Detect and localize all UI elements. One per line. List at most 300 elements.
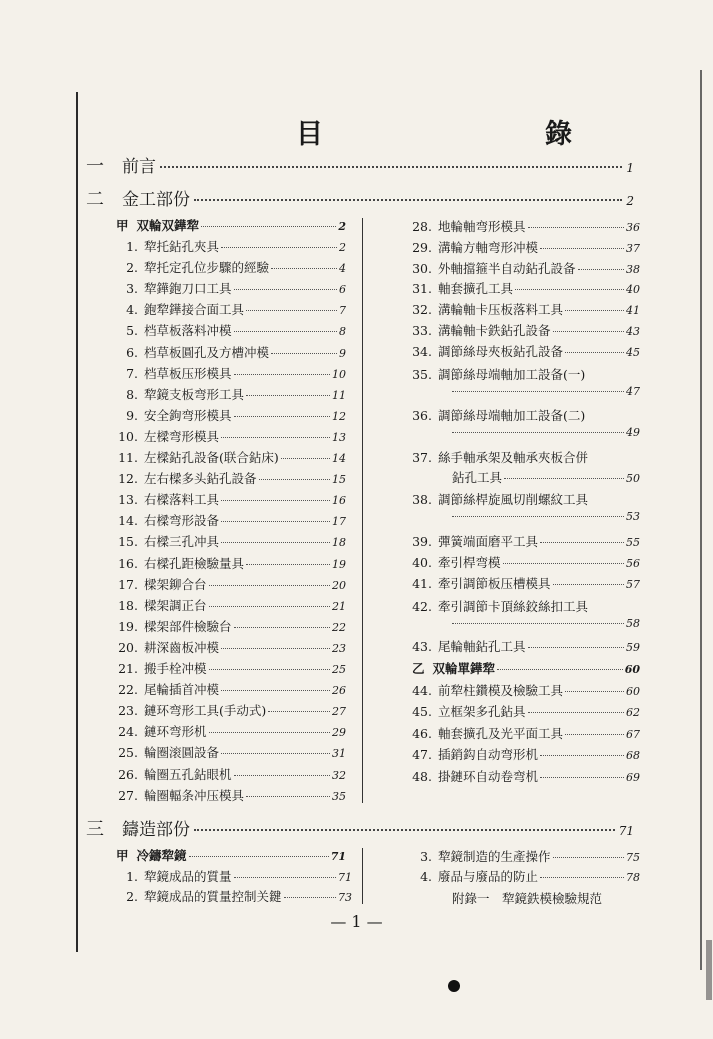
entry-number: 47. xyxy=(412,747,432,763)
entry-title: 犂鏡成品的質量 xyxy=(144,869,232,884)
section-label: 鑄造部份 xyxy=(122,820,190,840)
subsection-marker: 甲 xyxy=(116,848,129,863)
leader-dots xyxy=(271,353,337,354)
entry-page: 23 xyxy=(332,641,346,655)
appendix-line: 附錄一 犂鏡鉄模檢驗規范 xyxy=(452,891,603,906)
entry-number: 30. xyxy=(412,260,432,276)
subsection-page: 71 xyxy=(330,850,346,863)
entry-title: 档草板圓孔及方槽冲模 xyxy=(144,344,270,360)
entry-page: 49 xyxy=(626,426,640,439)
toc-entry xyxy=(112,237,346,257)
entry-page: 53 xyxy=(626,510,640,523)
column-divider-casting xyxy=(362,848,363,904)
entry-title: 犂托鉆孔夾具 xyxy=(144,239,220,254)
entry-title-cont: 鉆孔工具 xyxy=(452,470,503,485)
toc-entry xyxy=(112,448,346,468)
entry-page: 22 xyxy=(332,620,346,634)
toc-entry xyxy=(112,532,346,552)
entry-page: 36 xyxy=(626,221,640,234)
leader-dots xyxy=(221,521,330,522)
entry-title: 右樑弯形設备 xyxy=(144,513,220,529)
entry-page: 19 xyxy=(332,557,346,571)
entry-title: 牽引調節板压槽模具 xyxy=(438,576,551,591)
page-edge-shadow xyxy=(700,70,702,970)
entry-page: 21 xyxy=(332,599,346,613)
entry-title: 調節絲桿旋風切削螺紋工具 xyxy=(438,492,589,507)
leader-dots xyxy=(271,268,337,269)
leader-dots xyxy=(565,352,624,353)
subsection-label: 冷鑄犂鏡 xyxy=(136,848,187,863)
entry-page: 57 xyxy=(626,578,640,591)
entry-number: 15. xyxy=(118,534,138,550)
leader-dots xyxy=(221,437,330,438)
entry-title: 立框架多孔鉆具 xyxy=(438,704,526,720)
leader-dots xyxy=(209,669,330,670)
entry-page: 15 xyxy=(332,473,346,487)
entry-number: 8. xyxy=(126,386,138,402)
entry-title: 右樑落料工具 xyxy=(144,492,220,508)
leader-dots xyxy=(246,796,330,797)
toc-entry xyxy=(406,637,640,657)
entry-title: 廢品与廢品的防止 xyxy=(438,869,539,884)
entry-number: 43. xyxy=(412,639,432,654)
toc-entry-continuation xyxy=(452,385,640,403)
leader-dots xyxy=(221,542,330,543)
entry-number: 38. xyxy=(412,492,432,507)
entry-number: 34. xyxy=(412,343,432,359)
toc-entry xyxy=(406,532,640,552)
entry-number: 22. xyxy=(118,682,138,698)
subsection-label: 双輪單鏵犂 xyxy=(432,661,496,676)
entry-title: 耕深齒板冲模 xyxy=(144,639,220,655)
toc-entry xyxy=(112,596,346,616)
entry-number: 3. xyxy=(126,281,138,297)
leader-dots xyxy=(503,563,624,564)
toc-entry-continuation xyxy=(452,468,640,488)
entry-number: 23. xyxy=(118,703,138,719)
leader-dots xyxy=(540,777,624,778)
subsection-b xyxy=(412,659,640,679)
leader-dots xyxy=(452,516,624,517)
toc-entry xyxy=(112,406,346,426)
entry-number: 28. xyxy=(412,219,432,234)
entry-title: 鏈环弯形机 xyxy=(144,724,207,740)
entry-title: 左右樑多头鉆孔設备 xyxy=(144,471,257,487)
column-divider xyxy=(362,218,363,803)
entry-title: 調節絲母端軸加工設备(一) xyxy=(438,367,586,382)
leader-dots xyxy=(234,627,330,628)
entry-title: 溝輪軸卡鉄鉆孔設备 xyxy=(438,323,551,338)
entry-title: 右樑三孔冲具 xyxy=(144,534,220,550)
entry-number: 2. xyxy=(126,260,138,276)
toc-entry xyxy=(406,259,640,279)
subsection-casting-a xyxy=(116,846,346,866)
entry-page: 75 xyxy=(626,851,640,864)
leader-dots xyxy=(221,500,330,501)
section-page: 71 xyxy=(618,824,634,838)
toc-entry xyxy=(406,365,628,385)
entry-page: 37 xyxy=(626,241,640,255)
leader-dots xyxy=(540,877,624,878)
leader-dots xyxy=(234,775,330,776)
entry-title: 調節絲母端軸加工設备(二) xyxy=(438,408,586,423)
entry-number: 46. xyxy=(412,725,432,741)
entry-number: 5. xyxy=(126,323,138,339)
toc-entry xyxy=(406,681,640,701)
entry-number: 4. xyxy=(126,302,138,318)
entry-title: 尾輪插首冲模 xyxy=(144,682,220,698)
toc-entry xyxy=(406,321,640,341)
section-page: 1 xyxy=(626,161,634,175)
leader-dots xyxy=(578,269,624,270)
subsection-marker: 乙 xyxy=(412,661,425,676)
leader-dots xyxy=(221,648,330,649)
entry-number: 3. xyxy=(420,849,432,864)
toc-entry xyxy=(406,490,628,510)
toc-entry xyxy=(112,385,346,405)
entry-title: 牽引調節卡頂絲鉸絲扣工具 xyxy=(438,599,589,614)
toc-entry xyxy=(406,448,628,468)
entry-title: 左樑弯形模具 xyxy=(144,428,220,444)
toc-entry xyxy=(406,867,640,887)
toc-entry xyxy=(112,575,346,595)
section-number: 一 xyxy=(86,156,104,177)
entry-title: 輪圈五孔鉆眼机 xyxy=(144,766,232,782)
entry-page: 12 xyxy=(332,409,346,423)
leader-dots xyxy=(452,623,624,624)
entry-number: 2. xyxy=(126,889,138,904)
section-number: 二 xyxy=(86,189,104,210)
toc-entry xyxy=(112,638,346,658)
entry-page: 68 xyxy=(626,749,640,763)
leader-dots xyxy=(209,606,330,607)
page-number-footer: — 1 — xyxy=(330,912,383,931)
entry-page: 8 xyxy=(339,325,346,339)
page-edge-shadow-lower xyxy=(706,940,712,1000)
entry-number: 21. xyxy=(118,661,138,676)
entry-number: 1. xyxy=(126,869,138,884)
toc-entry xyxy=(112,490,346,510)
entry-page: 32 xyxy=(332,768,346,782)
entry-page: 71 xyxy=(338,871,352,884)
toc-entry xyxy=(406,553,640,573)
toc-entry xyxy=(112,279,346,299)
subsection-a xyxy=(116,216,346,236)
toc-entry xyxy=(112,887,352,907)
entry-number: 27. xyxy=(118,787,138,803)
leader-dots xyxy=(234,289,337,290)
entry-page: 18 xyxy=(332,536,346,550)
entry-page: 20 xyxy=(332,578,346,592)
entry-title: 犂鏡制造的生產操作 xyxy=(438,849,551,864)
leader-dots xyxy=(515,289,624,290)
entry-number: 12. xyxy=(118,471,138,487)
entry-number: 19. xyxy=(118,618,138,634)
leader-dots xyxy=(452,432,624,433)
leader-dots xyxy=(540,542,624,543)
section-preface xyxy=(86,152,634,176)
entry-title: 外軸擋箍半自动鉆孔設备 xyxy=(438,260,576,276)
leader-dots xyxy=(234,331,337,332)
entry-number: 13. xyxy=(118,492,138,508)
leader-dots xyxy=(189,856,329,857)
toc-entry xyxy=(406,597,628,617)
left-margin-rule xyxy=(76,92,78,952)
entry-page: 43 xyxy=(626,325,640,338)
leader-dots xyxy=(528,647,624,648)
leader-dots xyxy=(540,755,624,756)
entry-title: 鏈环弯形工具(手动式) xyxy=(144,703,267,719)
leader-dots xyxy=(246,310,337,311)
toc-entry xyxy=(112,680,346,700)
leader-dots xyxy=(246,395,330,396)
entry-page: 41 xyxy=(626,304,640,318)
leader-dots xyxy=(221,753,330,754)
leader-dots xyxy=(452,391,624,392)
leader-dots xyxy=(528,227,624,228)
toc-entry xyxy=(112,258,346,278)
section-number: 三 xyxy=(86,819,104,840)
toc-entry xyxy=(112,867,352,887)
entry-page: 17 xyxy=(332,515,346,529)
entry-title: 鉋犂鏵接合面工具 xyxy=(144,302,245,318)
entry-page: 4 xyxy=(339,262,346,276)
leader-dots xyxy=(209,585,330,586)
entry-number: 41. xyxy=(412,576,432,591)
toc-entry xyxy=(406,238,640,258)
entry-title: 樑架調正台 xyxy=(144,597,207,613)
entry-number: 25. xyxy=(118,745,138,761)
entry-number: 18. xyxy=(118,597,138,613)
subsection-page: 2 xyxy=(338,220,346,233)
entry-number: 4. xyxy=(420,869,432,884)
entry-page: 26 xyxy=(332,684,346,698)
entry-title: 樑架部件檢驗台 xyxy=(144,618,232,634)
section-label: 前言 xyxy=(122,157,156,177)
leader-dots xyxy=(565,310,624,311)
entry-page: 25 xyxy=(332,663,346,676)
entry-title: 档草板落料冲模 xyxy=(144,323,232,339)
entry-title: 犂托定孔位步驟的經驗 xyxy=(144,260,270,276)
entry-title: 溝輪方軸弯形冲模 xyxy=(438,239,539,255)
toc-entry xyxy=(406,574,640,594)
entry-number: 16. xyxy=(118,555,138,571)
toc-entry xyxy=(112,786,346,806)
toc-entry xyxy=(406,847,640,867)
toc-entry xyxy=(112,427,346,447)
entry-title: 搬手栓冲模 xyxy=(144,661,207,676)
entry-title: 軸套擴孔工具 xyxy=(438,281,514,297)
leader-dots xyxy=(553,331,624,332)
entry-number: 7. xyxy=(126,365,138,381)
entry-number: 48. xyxy=(412,768,432,784)
entry-number: 26. xyxy=(118,766,138,782)
entry-title: 犂鏡支板弯形工具 xyxy=(144,386,245,402)
section-label: 金工部份 xyxy=(122,190,190,210)
toc-entry-continuation xyxy=(452,426,640,444)
leader-dots xyxy=(284,897,336,898)
entry-number: 31. xyxy=(412,281,432,297)
entry-number: 44. xyxy=(412,683,432,698)
leader-dots xyxy=(553,857,624,858)
leader-dots xyxy=(504,478,624,479)
entry-page: 13 xyxy=(332,430,346,444)
entry-number: 36. xyxy=(412,408,432,423)
leader-dots xyxy=(259,479,330,480)
subsection-page: 60 xyxy=(624,663,640,676)
toc-entry xyxy=(406,300,640,320)
toc-entry xyxy=(406,342,640,362)
entry-title: 溝輪軸卡压板落料工具 xyxy=(438,302,564,318)
leader-dots xyxy=(234,374,330,375)
toc-entry-continuation xyxy=(452,510,640,528)
entry-page: 11 xyxy=(332,388,346,402)
entry-page: 73 xyxy=(338,891,352,904)
entry-page: 10 xyxy=(332,367,346,381)
entry-title: 档草板压形模具 xyxy=(144,365,232,381)
entry-number: 17. xyxy=(118,576,138,592)
entry-title: 樑架鉚合台 xyxy=(144,576,207,592)
entry-title: 左樑鉆孔設备(联合鉆床) xyxy=(144,450,279,465)
toc-entry xyxy=(406,217,640,237)
entry-page: 67 xyxy=(626,727,640,741)
toc-entry xyxy=(112,343,346,363)
toc-entry xyxy=(112,511,346,531)
entry-title: 安全鉤弯形模具 xyxy=(144,407,232,423)
entry-page: 55 xyxy=(626,536,640,549)
entry-title: 軸套擴孔及光平面工具 xyxy=(438,725,564,741)
subsection-marker: 甲 xyxy=(116,218,129,233)
entry-page: 16 xyxy=(332,494,346,508)
toc-entry xyxy=(406,702,640,722)
toc-entry xyxy=(112,765,346,785)
entry-page: 45 xyxy=(626,345,640,359)
entry-number: 6. xyxy=(126,344,138,360)
section-metalwork xyxy=(86,185,634,209)
entry-page: 59 xyxy=(626,641,640,654)
entry-page: 2 xyxy=(339,241,346,254)
section-casting xyxy=(86,815,634,839)
entry-number: 35. xyxy=(412,367,432,382)
leader-dots xyxy=(221,690,330,691)
entry-title: 前犂柱鑽模及檢驗工具 xyxy=(438,683,564,698)
entry-page: 6 xyxy=(339,283,346,297)
page-title: 目 錄 xyxy=(296,119,628,150)
leader-dots xyxy=(553,584,624,585)
entry-number: 9. xyxy=(126,407,138,423)
entry-number: 11. xyxy=(118,450,138,465)
leader-dots xyxy=(268,711,330,712)
entry-page: 9 xyxy=(339,346,346,360)
entry-title: 插銷鈎自动弯形机 xyxy=(438,747,539,763)
entry-number: 40. xyxy=(412,555,432,570)
entry-page: 40 xyxy=(626,283,640,297)
leader-dots xyxy=(497,669,623,670)
entry-number: 1. xyxy=(126,239,138,254)
toc-entry xyxy=(406,767,640,787)
leader-dots xyxy=(221,247,337,248)
entry-page: 69 xyxy=(626,770,640,784)
toc-entry xyxy=(112,321,346,341)
toc-entry xyxy=(406,745,640,765)
entry-page: 29 xyxy=(332,726,346,740)
entry-title: 彈簧端面磨平工具 xyxy=(438,534,539,549)
leader-dots xyxy=(528,712,624,713)
leader-dots xyxy=(201,226,336,227)
entry-page: 31 xyxy=(332,747,346,761)
entry-page: 50 xyxy=(626,472,640,485)
toc-entry-continuation xyxy=(452,617,640,635)
entry-number: 29. xyxy=(412,239,432,255)
toc-entry xyxy=(112,743,346,763)
entry-page: 60 xyxy=(626,685,640,698)
entry-page: 14 xyxy=(332,452,346,465)
entry-title: 掛鏈环自动卷弯机 xyxy=(438,768,539,784)
entry-page: 38 xyxy=(626,262,640,276)
entry-page: 47 xyxy=(626,385,640,398)
toc-entry xyxy=(112,364,346,384)
leader-dots xyxy=(209,732,330,733)
entry-page: 7 xyxy=(339,304,346,318)
entry-title: 絲手軸承架及軸承夾板合併 xyxy=(438,450,589,465)
entry-page: 27 xyxy=(332,705,346,719)
entry-number: 14. xyxy=(118,513,138,529)
entry-page: 58 xyxy=(626,617,640,630)
leader-dots xyxy=(234,877,336,878)
entry-title: 牽引桿弯模 xyxy=(438,555,501,570)
entry-number: 32. xyxy=(412,302,432,318)
leader-dots xyxy=(540,248,624,249)
entry-title: 調節絲母夾板鉆孔設备 xyxy=(438,343,564,359)
entry-number: 42. xyxy=(412,599,432,614)
entry-number: 37. xyxy=(412,450,432,465)
leader-dots xyxy=(565,691,624,692)
toc-entry xyxy=(112,701,346,721)
entry-number: 10. xyxy=(118,428,138,444)
entry-number: 24. xyxy=(118,724,138,740)
entry-number: 39. xyxy=(412,534,432,549)
entry-page: 62 xyxy=(626,706,640,720)
entry-page: 56 xyxy=(626,557,640,570)
leader-dots xyxy=(160,166,622,168)
toc-entry xyxy=(112,469,346,489)
entry-number: 45. xyxy=(412,704,432,720)
entry-title: 輪圈輻条冲压模具 xyxy=(144,787,245,803)
entry-title: 犂鏡成品的質量控制关鍵 xyxy=(144,889,282,904)
toc-entry xyxy=(112,300,346,320)
entry-title: 右樑孔距檢驗量具 xyxy=(144,555,245,571)
toc-entry xyxy=(112,659,346,679)
toc-entry xyxy=(112,554,346,574)
toc-entry xyxy=(406,406,628,426)
subsection-label: 双輪双鏵犂 xyxy=(136,218,200,233)
toc-entry xyxy=(112,722,346,742)
entry-page: 35 xyxy=(332,789,346,803)
toc-entry xyxy=(406,279,640,299)
entry-title: 尾輪軸鉆孔工具 xyxy=(438,639,526,654)
entry-title: 地輪軸弯形模具 xyxy=(438,219,526,234)
entry-number: 33. xyxy=(412,323,432,338)
toc-entry xyxy=(406,724,640,744)
toc-entry xyxy=(112,617,346,637)
leader-dots xyxy=(281,458,330,459)
entry-title: 犂鏵鉋刀口工具 xyxy=(144,281,232,297)
entry-title: 輪圈滚圓設备 xyxy=(144,745,220,761)
leader-dots xyxy=(234,416,330,417)
ink-blot xyxy=(448,980,460,992)
leader-dots xyxy=(565,734,624,735)
leader-dots xyxy=(246,564,330,565)
